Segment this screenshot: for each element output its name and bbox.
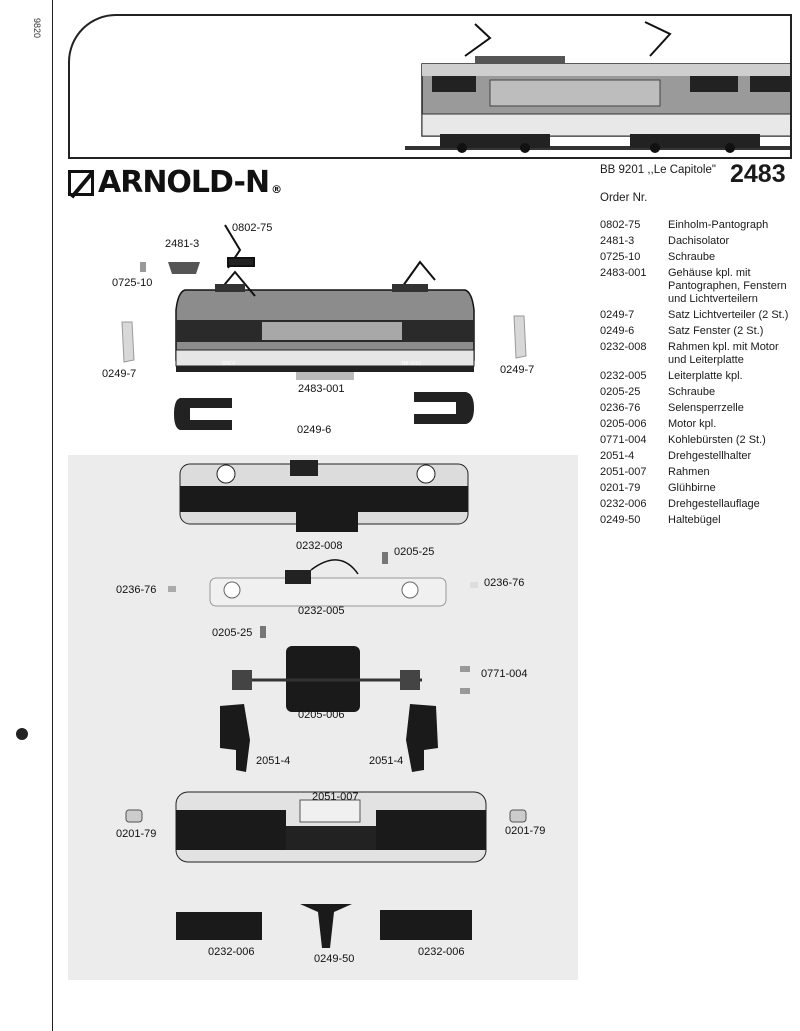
- model-name: BB 9201 ,,Le Capitole": [600, 164, 716, 176]
- part-number: 0232-006: [600, 498, 647, 510]
- part-description: Einholm-Pantograph: [668, 219, 769, 231]
- part-description: Rahmen kpl. mit Motor und Leiterplatte: [668, 341, 779, 366]
- label-bogie-plate-left: 0232-006: [208, 946, 255, 958]
- label-brushes: 0771-004: [481, 668, 528, 680]
- label-pantograph: 0802-75: [232, 222, 273, 234]
- part-description: Haltebügel: [668, 514, 721, 526]
- label-screw-top: 0725-10: [112, 277, 153, 289]
- part-number: 0802-75: [600, 219, 641, 231]
- window-right-part: [414, 392, 474, 424]
- label-light-left: 0249-7: [102, 368, 137, 380]
- part-number: 0236-76: [600, 402, 641, 414]
- label-frame-complete: 0232-008: [296, 540, 343, 552]
- part-number: 2051-4: [600, 450, 635, 462]
- bulb-left-part: [126, 810, 142, 822]
- part-description: Glühbirne: [668, 482, 716, 494]
- part-description: Dachisolator: [668, 235, 730, 247]
- part-number: 0249-50: [600, 514, 641, 526]
- brush-bottom-part: [460, 688, 470, 694]
- label-screw-mid-right: 0205-25: [394, 546, 435, 558]
- registered-mark: ®: [271, 183, 282, 196]
- label-bulb-right: 0201-79: [505, 825, 546, 837]
- part-description: Schraube: [668, 386, 716, 398]
- label-screw-mid-left: 0205-25: [212, 627, 253, 639]
- label-roof-insulator: 2481-3: [165, 238, 200, 250]
- label-bogie-holder-left: 2051-4: [256, 755, 291, 767]
- label-light-right: 0249-7: [500, 364, 535, 376]
- screw-right-part: [382, 552, 388, 564]
- body-marking-right: BB 9201: [402, 361, 422, 367]
- screw-part: [140, 262, 146, 272]
- label-clip: 0249-50: [314, 953, 355, 965]
- body-marking-left: SNCF: [222, 361, 236, 367]
- model-number: 2483: [730, 160, 786, 188]
- order-number-heading: Order Nr.: [600, 192, 648, 204]
- bogie-holder-right-part: [406, 704, 438, 772]
- label-motor: 0205-006: [298, 709, 345, 721]
- selenium-right-part: [470, 582, 478, 588]
- label-windows: 0249-6: [297, 424, 332, 436]
- part-description: Rahmen: [668, 466, 710, 478]
- part-description: Selensperrzelle: [668, 402, 744, 414]
- part-description: Schraube: [668, 251, 716, 263]
- part-number: 0205-25: [600, 386, 641, 398]
- part-description: Drehgestellauflage: [668, 498, 760, 510]
- part-description: Leiterplatte kpl.: [668, 370, 743, 382]
- roof-insulator-part: [168, 262, 200, 274]
- side-page-number: 9820: [32, 18, 42, 39]
- bulb-right-part: [510, 810, 526, 822]
- light-diffuser-left-part: [122, 322, 134, 362]
- motor-part: [232, 646, 422, 712]
- window-left-part: [174, 398, 232, 430]
- label-pcb: 0232-005: [298, 605, 345, 617]
- light-diffuser-right-part: [514, 316, 526, 358]
- part-number: 0725-10: [600, 251, 641, 263]
- label-frame: 2051-007: [312, 791, 359, 803]
- body-shell-part: [176, 262, 474, 380]
- part-number: 0232-005: [600, 370, 647, 382]
- part-description: Drehgestellhalter: [668, 450, 752, 462]
- clip-part: [300, 904, 352, 948]
- brush-top-part: [460, 666, 470, 672]
- part-description: Motor kpl.: [668, 418, 717, 430]
- part-description: Satz Fenster (2 St.): [668, 325, 764, 337]
- part-number: 0249-7: [600, 309, 635, 321]
- label-bogie-holder-right: 2051-4: [369, 755, 404, 767]
- part-number: 0771-004: [600, 434, 647, 446]
- part-number: 0205-006: [600, 418, 647, 430]
- part-number: 2481-3: [600, 235, 635, 247]
- bogie-holder-left-part: [220, 704, 250, 772]
- label-selenium-left: 0236-76: [116, 584, 157, 596]
- label-bulb-left: 0201-79: [116, 828, 157, 840]
- brand-name: ARNOLD-N: [98, 165, 270, 200]
- part-number: 2483-001: [600, 267, 647, 279]
- label-selenium-right: 0236-76: [484, 577, 525, 589]
- label-bogie-plate-right: 0232-006: [418, 946, 465, 958]
- label-body: 2483-001: [298, 383, 345, 395]
- bogie-plate-right-part: [380, 910, 472, 940]
- screw-left-part: [260, 626, 266, 638]
- selenium-left-part: [168, 586, 176, 592]
- part-number: 0232-008: [600, 341, 647, 353]
- part-description: Gehäuse kpl. mit Pantographen, Fenstern und Lichtverteilern: [668, 267, 787, 305]
- part-number: 0201-79: [600, 482, 641, 494]
- frame-complete-part: [180, 460, 468, 532]
- part-number: 2051-007: [600, 466, 647, 478]
- part-number: 0249-6: [600, 325, 635, 337]
- part-description: Kohlebürsten (2 St.): [668, 434, 766, 446]
- bogie-plate-left-part: [176, 912, 262, 940]
- part-description: Satz Lichtverteiler (2 St.): [668, 309, 789, 321]
- pcb-part: [210, 560, 446, 606]
